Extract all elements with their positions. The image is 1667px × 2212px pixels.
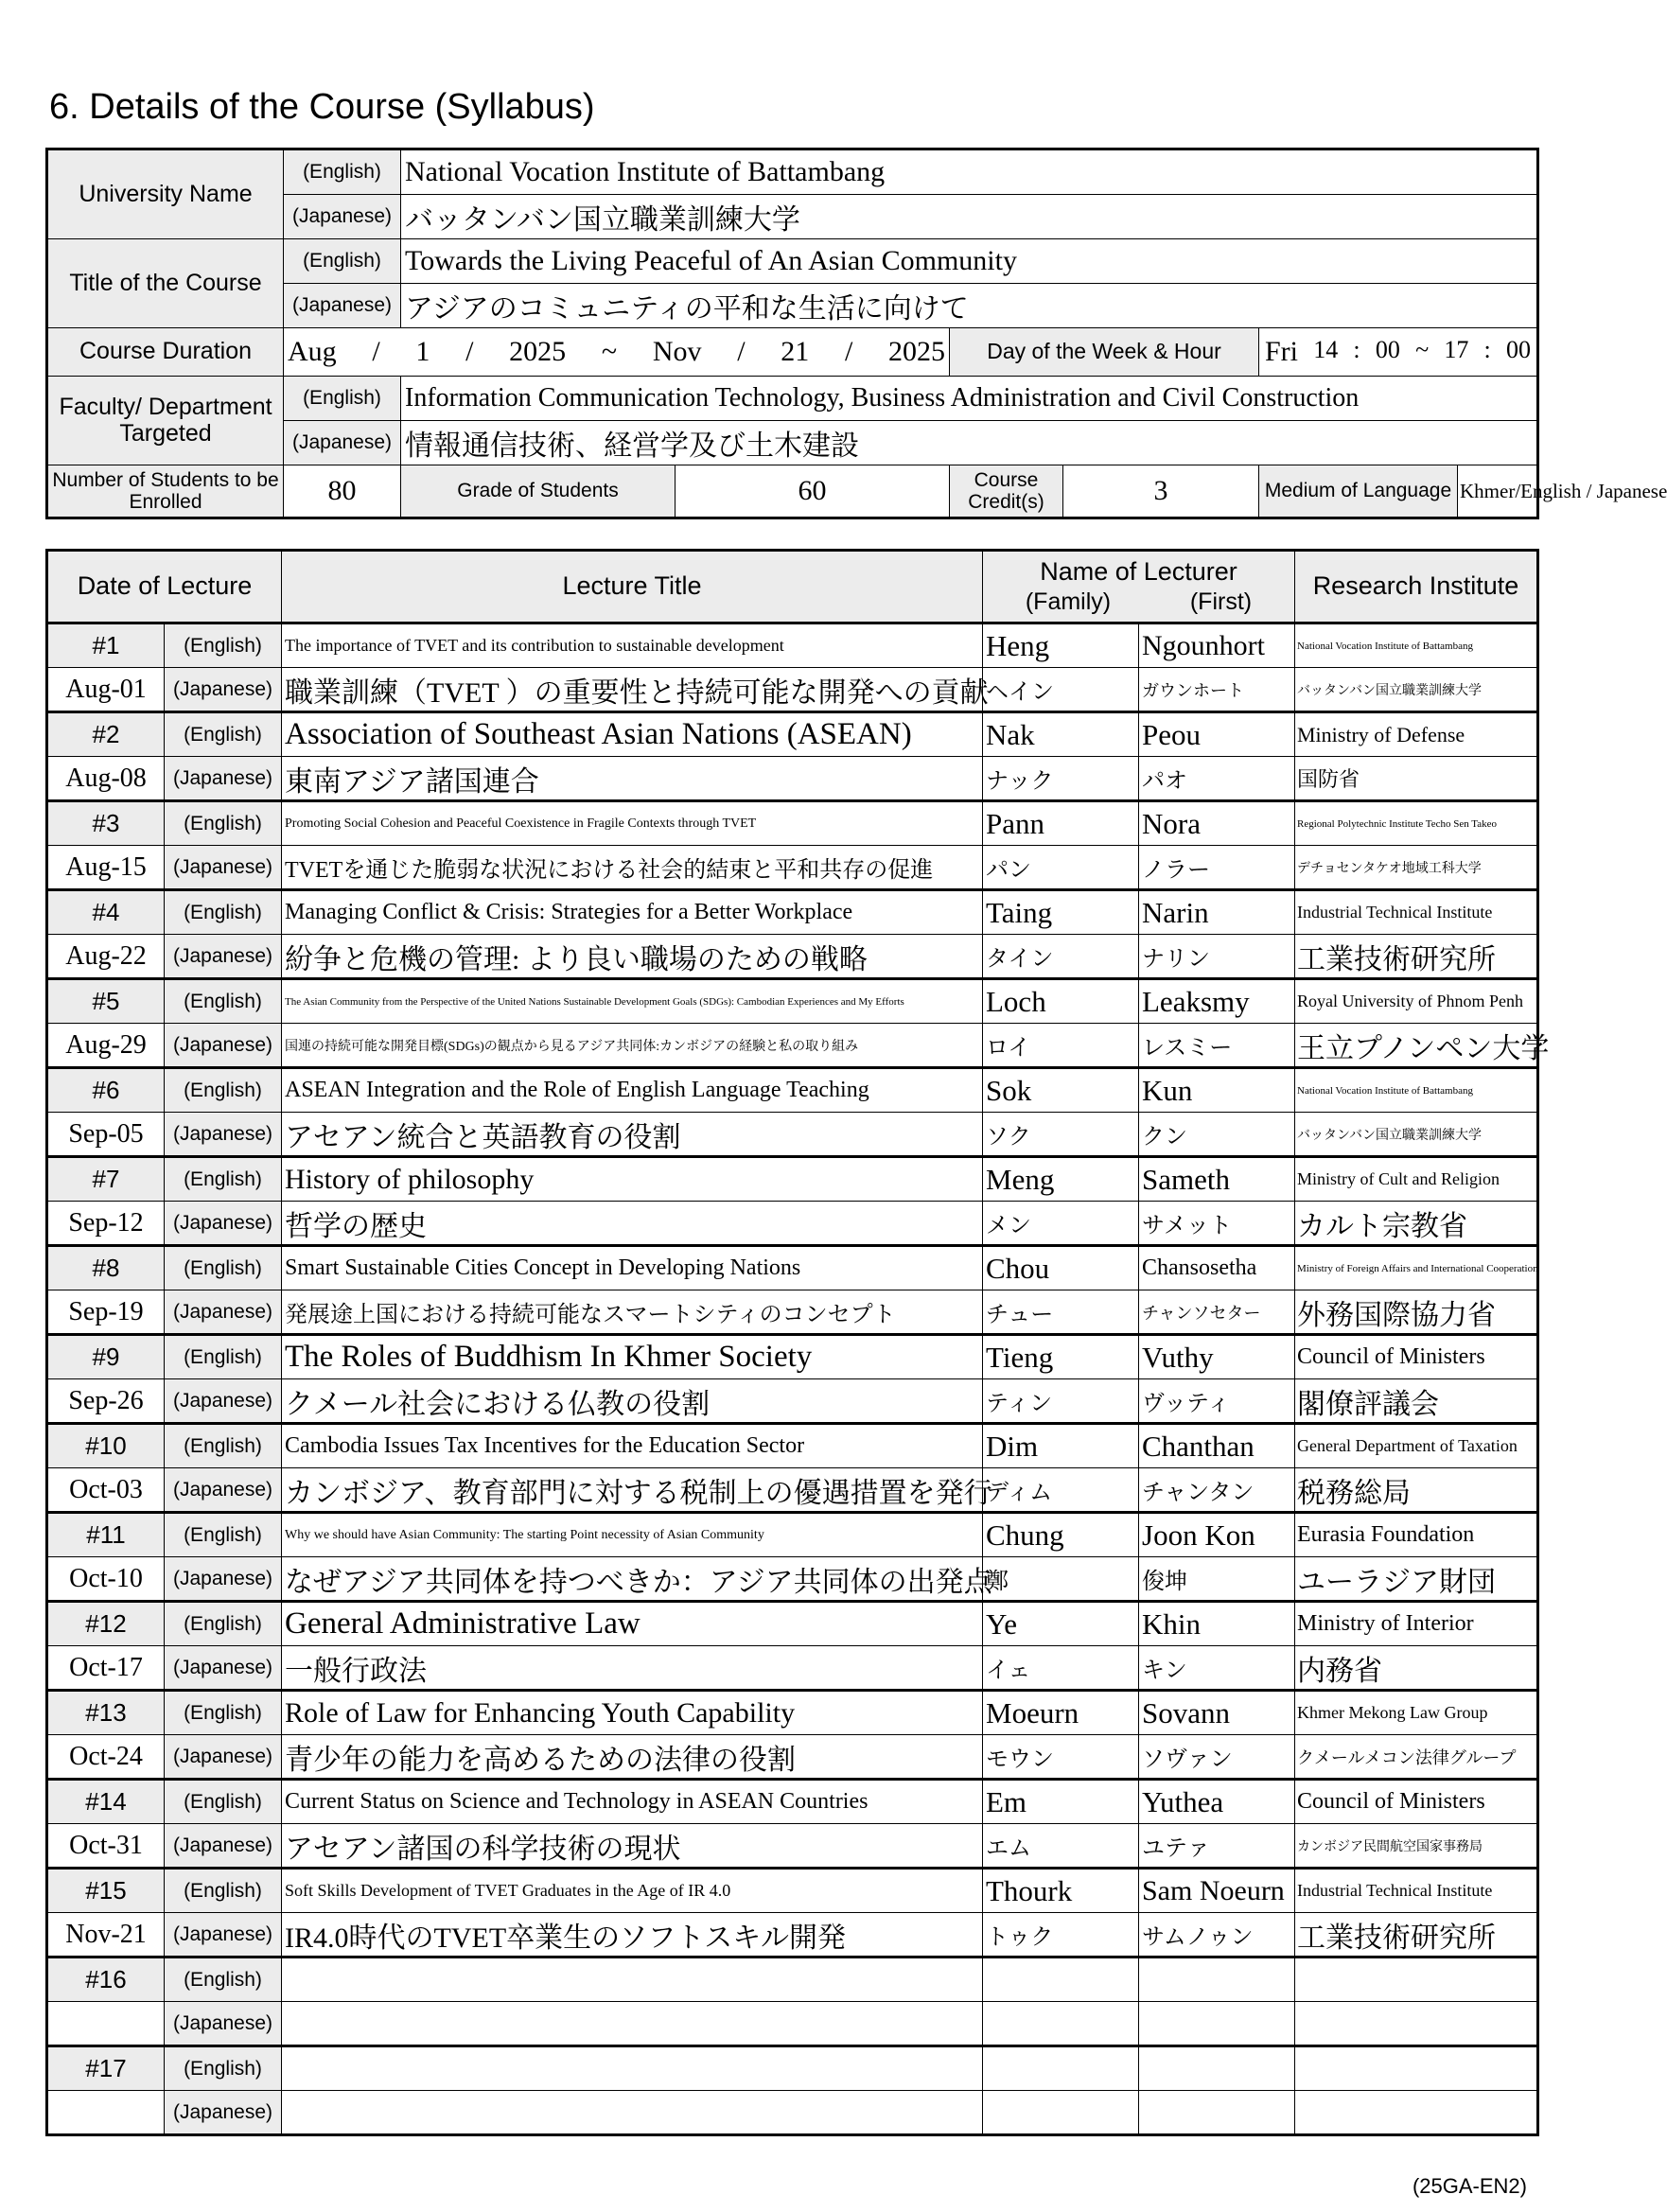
start-day: 1 [415, 336, 430, 367]
lecture-row-japanese [47, 1913, 1538, 1957]
lecturer-first-ja: ガウンホート [1139, 668, 1295, 712]
lecture-title-en: The Roles of Buddhism In Khmer Society [282, 1335, 983, 1379]
lecture-date: Sep-12 [47, 1202, 165, 1246]
lecturer-family-ja: ディム [983, 1468, 1139, 1513]
lecture-number: #13 [47, 1691, 165, 1735]
research-institute-en: National Vocation Institute of Battambang [1295, 1068, 1538, 1113]
university-name-en: National Vocation Institute of Battambang [401, 149, 1538, 195]
lecturer-family-en: Thourk [983, 1869, 1139, 1913]
research-institute-ja: ユーラジア財団 [1295, 1557, 1538, 1602]
english-label: (English) [165, 801, 282, 846]
lecture-title-en: Promoting Social Cohesion and Peaceful Coexistence in Fragile Contexts through TVET [282, 801, 983, 846]
lecturer-family-ja: モウン [983, 1735, 1139, 1780]
faculty-en: Information Communication Technology, Business Administration and Civil Construction [401, 377, 1538, 421]
family-name-header: (Family) [1025, 588, 1112, 616]
lecturer-family-ja: パン [983, 846, 1139, 890]
lecture-title-en: Role of Law for Enhancing Youth Capability [282, 1691, 983, 1735]
lecture-number: #8 [47, 1246, 165, 1290]
faculty-label: Faculty/ Department Targeted [47, 377, 284, 465]
grade-label: Grade of Students [401, 465, 676, 518]
research-institute-en: Royal University of Phnom Penh [1295, 979, 1538, 1024]
lecture-row-japanese [47, 1468, 1538, 1513]
lecturer-family-en: Heng [983, 623, 1139, 668]
english-label: (English) [165, 1602, 282, 1646]
lecture-row-japanese [47, 2091, 1538, 2135]
research-institute-ja [1295, 2091, 1538, 2135]
lecture-row-japanese [47, 1113, 1538, 1157]
lecture-number: #5 [47, 979, 165, 1024]
english-label: (English) [165, 623, 282, 668]
end-month: Nov [652, 336, 702, 367]
lecture-date [47, 2091, 165, 2135]
japanese-label: (Japanese) [165, 846, 282, 890]
course-title-ja: アジアのコミュニティの平和な生活に向けて [401, 284, 1538, 328]
lecture-row-japanese [47, 1202, 1538, 1246]
research-institute-en: General Department of Taxation [1295, 1424, 1538, 1468]
english-label: (English) [165, 1335, 282, 1379]
research-institute-en: Industrial Technical Institute [1295, 890, 1538, 935]
lecture-row-english [47, 1869, 1538, 1913]
lecture-number: #15 [47, 1869, 165, 1913]
lecturer-first-ja [1139, 2091, 1295, 2135]
lecturer-family-ja: ナック [983, 757, 1139, 801]
japanese-label: (Japanese) [165, 2002, 282, 2046]
research-institute-ja: 閣僚評議会 [1295, 1379, 1538, 1424]
lecture-row-english [47, 890, 1538, 935]
lecturer-family-ja: タイン [983, 935, 1139, 979]
lecture-row-english [47, 1335, 1538, 1379]
lecture-row-japanese [47, 2002, 1538, 2046]
english-label: (English) [165, 1513, 282, 1557]
range-tilde: ~ [601, 336, 618, 367]
lecture-date: Aug-08 [47, 757, 165, 801]
lecturer-family-en: Dim [983, 1424, 1139, 1468]
english-label: (English) [165, 1246, 282, 1290]
time-tilde: ~ [1415, 336, 1430, 363]
research-institute-ja: 税務総局 [1295, 1468, 1538, 1513]
english-label: (English) [165, 1691, 282, 1735]
first-name-header: (First) [1189, 588, 1253, 616]
english-label: (English) [165, 979, 282, 1024]
lecturer-first-en: Sam Noeurn [1139, 1869, 1295, 1913]
credits-value: 3 [1063, 465, 1259, 518]
lecture-row-japanese [47, 1557, 1538, 1602]
lecture-number: #3 [47, 801, 165, 846]
lecture-date: Aug-29 [47, 1024, 165, 1068]
lecture-title-ja: 紛争と危機の管理: より良い職場のための戦略 [282, 935, 983, 979]
lecture-date: Oct-31 [47, 1824, 165, 1869]
japanese-label: (Japanese) [165, 1824, 282, 1869]
medium-label: Medium of Language [1259, 465, 1458, 518]
lecture-row-english [47, 1602, 1538, 1646]
lecturer-family-ja [983, 2091, 1139, 2135]
lecturer-name-header [983, 551, 1295, 623]
lecture-date: Sep-26 [47, 1379, 165, 1424]
footer-code: (25GA-EN2) [1412, 2174, 1527, 2198]
japanese-label: (Japanese) [165, 935, 282, 979]
lecturer-first-en: Yuthea [1139, 1780, 1295, 1824]
research-institute-en: Ministry of Interior [1295, 1602, 1538, 1646]
lecturer-first-en: Ngounhort [1139, 623, 1295, 668]
japanese-label: (Japanese) [284, 284, 401, 328]
japanese-label: (Japanese) [284, 195, 401, 239]
date-separator: / [737, 336, 746, 367]
medium-value: Khmer/English / Japanese [1458, 465, 1538, 518]
research-institute-ja: 外務国際協力省 [1295, 1290, 1538, 1335]
lecturer-family-en: Em [983, 1780, 1139, 1824]
japanese-label: (Japanese) [165, 1024, 282, 1068]
lecturer-family-ja: エム [983, 1824, 1139, 1869]
lecturer-family-ja [983, 2002, 1139, 2046]
lecturer-first-ja: 俊坤 [1139, 1557, 1295, 1602]
start-month: Aug [288, 336, 337, 367]
research-institute-ja: 国防省 [1295, 757, 1538, 801]
lecturer-first-ja: キン [1139, 1646, 1295, 1691]
lecturer-first-en: Sovann [1139, 1691, 1295, 1735]
lecture-title-ja: カンボジア、教育部門に対する税制上の優遇措置を発行 [282, 1468, 983, 1513]
lecture-row-japanese [47, 757, 1538, 801]
lecturer-first-en: Nora [1139, 801, 1295, 846]
lecture-number: #1 [47, 623, 165, 668]
lecturer-first-ja: ナリン [1139, 935, 1295, 979]
japanese-label: (Japanese) [165, 2091, 282, 2135]
japanese-label: (Japanese) [165, 757, 282, 801]
lecturer-family-ja: 鄭 [983, 1557, 1139, 1602]
lecturer-family-en: Meng [983, 1157, 1139, 1202]
page-title: 6. Details of the Course (Syllabus) [49, 87, 595, 127]
japanese-label: (Japanese) [165, 1646, 282, 1691]
university-name-ja: バッタンバン国立職業訓練大学 [401, 195, 1538, 239]
end-hour: 17 [1444, 336, 1469, 363]
lecture-row-english [47, 1068, 1538, 1113]
research-institute-ja: バッタンバン国立職業訓練大学 [1295, 668, 1538, 712]
japanese-label: (Japanese) [165, 1113, 282, 1157]
grade-value: 60 [676, 465, 950, 518]
schedule-day: Fri [1265, 336, 1299, 367]
lecture-title-en: Soft Skills Development of TVET Graduates in the Age of IR 4.0 [282, 1869, 983, 1913]
research-institute-en: Council of Ministers [1295, 1335, 1538, 1379]
num-students-label: Number of Students to be Enrolled [47, 465, 284, 518]
lecture-date: Oct-10 [47, 1557, 165, 1602]
lecture-table [45, 549, 1550, 2136]
lecture-title-ja: 東南アジア諸国連合 [282, 757, 983, 801]
lecturer-family-en [983, 2046, 1139, 2091]
lecturer-first-en: Khin [1139, 1602, 1295, 1646]
lecturer-first-ja: ノラー [1139, 846, 1295, 890]
lecturer-first-en [1139, 2046, 1295, 2091]
lecture-row-english [47, 712, 1538, 757]
lecture-title-ja: 国連の持続可能な開発目標(SDGs)の観点から見るアジア共同体:カンボジアの経験と私の取り組み [282, 1024, 983, 1068]
lecture-row-japanese [47, 1024, 1538, 1068]
lecture-row-japanese [47, 1646, 1538, 1691]
lecturer-first-ja: チャンソセター [1139, 1290, 1295, 1335]
lecture-number: #17 [47, 2046, 165, 2091]
lecturer-family-en: Loch [983, 979, 1139, 1024]
lecturer-first-en: Joon Kon [1139, 1513, 1295, 1557]
lecture-row-english [47, 623, 1538, 668]
date-separator: / [372, 336, 380, 367]
lecturer-first-ja: ユテァ [1139, 1824, 1295, 1869]
research-institute-en: Khmer Mekong Law Group [1295, 1691, 1538, 1735]
lecture-date: Oct-24 [47, 1735, 165, 1780]
lecture-number: #6 [47, 1068, 165, 1113]
research-institute-header: Research Institute [1295, 551, 1538, 623]
lecturer-family-ja: メン [983, 1202, 1139, 1246]
lecture-number: #11 [47, 1513, 165, 1557]
lecture-title-ja [282, 2002, 983, 2046]
lecture-number: #14 [47, 1780, 165, 1824]
english-label: (English) [165, 1068, 282, 1113]
lecture-title-en: Smart Sustainable Cities Concept in Developing Nations [282, 1246, 983, 1290]
faculty-ja: 情報通信技術、経営学及び土木建設 [401, 421, 1538, 465]
lecture-row-english [47, 1424, 1538, 1468]
lecture-title-en: Why we should have Asian Community: The starting Point necessity of Asian Community [282, 1513, 983, 1557]
lecture-date: Aug-22 [47, 935, 165, 979]
lecture-number: #16 [47, 1957, 165, 2002]
course-title-en: Towards the Living Peaceful of An Asian Community [401, 239, 1538, 284]
lecture-number: #9 [47, 1335, 165, 1379]
date-separator: / [465, 336, 474, 367]
lecturer-first-ja: サムノゥン [1139, 1913, 1295, 1957]
lecturer-first-en [1139, 1957, 1295, 2002]
lecture-title-en: Association of Southeast Asian Nations (ASEAN) [282, 712, 983, 757]
lecture-title-ja: 職業訓練（TVET ）の重要性と持続可能な開発への貢献 [282, 668, 983, 712]
lecture-row-japanese [47, 668, 1538, 712]
lecturer-family-en: Nak [983, 712, 1139, 757]
lecture-title-ja: 発展途上国における持続可能なスマートシティのコンセプト [282, 1290, 983, 1335]
lecturer-family-ja: イェ [983, 1646, 1139, 1691]
course-schedule [1259, 328, 1538, 377]
lecturer-family-en: Chung [983, 1513, 1139, 1557]
lecturer-family-ja: トゥク [983, 1913, 1139, 1957]
lecture-title-ja [282, 2091, 983, 2135]
university-name-label: University Name [47, 149, 284, 239]
lecturer-family-en: Taing [983, 890, 1139, 935]
lecture-date [47, 2002, 165, 2046]
english-label: (English) [165, 712, 282, 757]
research-institute-ja: カルト宗教省 [1295, 1202, 1538, 1246]
lecturer-family-en: Moeurn [983, 1691, 1139, 1735]
lecture-row-japanese [47, 846, 1538, 890]
lecture-title-en: Managing Conflict & Crisis: Strategies for a Better Workplace [282, 890, 983, 935]
lecture-row-english [47, 2046, 1538, 2091]
lecture-number: #2 [47, 712, 165, 757]
research-institute-en: Regional Polytechnic Institute Techo Sen Takeo [1295, 801, 1538, 846]
lecturer-first-en: Chansosetha [1139, 1246, 1295, 1290]
course-info-table [45, 148, 1667, 519]
research-institute-en [1295, 2046, 1538, 2091]
research-institute-ja: 工業技術研究所 [1295, 1913, 1538, 1957]
research-institute-ja: バッタンバン国立職業訓練大学 [1295, 1113, 1538, 1157]
japanese-label: (Japanese) [165, 1557, 282, 1602]
english-label: (English) [284, 149, 401, 195]
date-of-lecture-header: Date of Lecture [47, 551, 282, 623]
english-label: (English) [165, 1957, 282, 2002]
lecture-row-english [47, 801, 1538, 846]
research-institute-ja: デチョセンタケオ地域工科大学 [1295, 846, 1538, 890]
lecture-title-ja: 一般行政法 [282, 1646, 983, 1691]
research-institute-ja: 王立プノンペン大学 [1295, 1024, 1538, 1068]
english-label: (English) [165, 1157, 282, 1202]
japanese-label: (Japanese) [165, 1913, 282, 1957]
lecture-row-english [47, 1780, 1538, 1824]
lecture-row-english [47, 1513, 1538, 1557]
japanese-label: (Japanese) [165, 668, 282, 712]
lecture-row-japanese [47, 1735, 1538, 1780]
time-colon: : [1483, 336, 1491, 363]
lecture-title-en [282, 2046, 983, 2091]
lecturer-first-ja: レスミー [1139, 1024, 1295, 1068]
research-institute-en: Ministry of Cult and Religion [1295, 1157, 1538, 1202]
lecturer-first-ja: ソヴァン [1139, 1735, 1295, 1780]
lecturer-family-ja: ティン [983, 1379, 1139, 1424]
lecture-row-japanese [47, 1290, 1538, 1335]
research-institute-ja: 内務省 [1295, 1646, 1538, 1691]
lecturer-family-en: Pann [983, 801, 1139, 846]
lecturer-first-en: Sameth [1139, 1157, 1295, 1202]
credits-label: Course Credit(s) [950, 465, 1063, 518]
lecturer-first-en: Narin [1139, 890, 1295, 935]
research-institute-ja: 工業技術研究所 [1295, 935, 1538, 979]
research-institute-ja: カンボジア民間航空国家事務局 [1295, 1824, 1538, 1869]
japanese-label: (Japanese) [165, 1735, 282, 1780]
day-of-week-label: Day of the Week & Hour [950, 328, 1259, 377]
lecture-title-en: Current Status on Science and Technology in ASEAN Countries [282, 1780, 983, 1824]
lecture-number: #4 [47, 890, 165, 935]
research-institute-en: Eurasia Foundation [1295, 1513, 1538, 1557]
english-label: (English) [284, 377, 401, 421]
lecture-date: Oct-17 [47, 1646, 165, 1691]
end-minute: 00 [1505, 336, 1531, 363]
lecture-title-ja: 哲学の歴史 [282, 1202, 983, 1246]
lecture-row-english [47, 979, 1538, 1024]
research-institute-ja: クメールメコン法律グループ [1295, 1735, 1538, 1780]
course-duration-label: Course Duration [47, 328, 284, 377]
japanese-label: (Japanese) [165, 1202, 282, 1246]
research-institute-en [1295, 1957, 1538, 2002]
lecturer-first-ja: チャンタン [1139, 1468, 1295, 1513]
japanese-label: (Japanese) [165, 1290, 282, 1335]
lecture-number: #12 [47, 1602, 165, 1646]
lecturer-family-en [983, 1957, 1139, 2002]
english-label: (English) [165, 1869, 282, 1913]
lecturer-first-ja [1139, 2002, 1295, 2046]
lecture-title-en: General Administrative Law [282, 1602, 983, 1646]
lecture-title-ja: 青少年の能力を高めるための法律の役割 [282, 1735, 983, 1780]
lecture-date: Aug-15 [47, 846, 165, 890]
lecture-number: #10 [47, 1424, 165, 1468]
research-institute-en: Ministry of Defense [1295, 712, 1538, 757]
lecture-row-english [47, 1157, 1538, 1202]
start-minute: 00 [1375, 336, 1400, 363]
english-label: (English) [165, 890, 282, 935]
lecturer-family-ja: ロイ [983, 1024, 1139, 1068]
lecturer-first-en: Chanthan [1139, 1424, 1295, 1468]
research-institute-en: National Vocation Institute of Battambang [1295, 623, 1538, 668]
lecture-title-en [282, 1957, 983, 2002]
lecture-number: #7 [47, 1157, 165, 1202]
lecturer-family-en: Tieng [983, 1335, 1139, 1379]
lecturer-family-en: Sok [983, 1068, 1139, 1113]
english-label: (English) [165, 1780, 282, 1824]
lecture-title-ja: IR4.0時代のTVET卒業生のソフトスキル開発 [282, 1913, 983, 1957]
research-institute-en: Council of Ministers [1295, 1780, 1538, 1824]
lecture-date: Sep-05 [47, 1113, 165, 1157]
course-title-label: Title of the Course [47, 239, 284, 328]
english-label: (English) [284, 239, 401, 284]
lecture-title-en: History of philosophy [282, 1157, 983, 1202]
lecture-title-ja: アセアン諸国の科学技術の現状 [282, 1824, 983, 1869]
lecturer-family-ja: チュー [983, 1290, 1139, 1335]
lecturer-name-title: Name of Lecturer [1040, 556, 1237, 586]
lecture-date: Aug-01 [47, 668, 165, 712]
lecturer-first-en: Peou [1139, 712, 1295, 757]
lecture-title-en: ASEAN Integration and the Role of English Language Teaching [282, 1068, 983, 1113]
lecture-row-english [47, 1957, 1538, 2002]
end-year: 2025 [887, 336, 945, 367]
lecturer-first-ja: パオ [1139, 757, 1295, 801]
lecture-title-ja: TVETを通じた脆弱な状況における社会的結束と平和共存の促進 [282, 846, 983, 890]
date-separator: / [844, 336, 853, 367]
lecture-row-japanese [47, 1379, 1538, 1424]
lecture-title-ja: アセアン統合と英語教育の役割 [282, 1113, 983, 1157]
start-year: 2025 [509, 336, 567, 367]
num-students-value: 80 [284, 465, 401, 518]
lecturer-first-ja: クン [1139, 1113, 1295, 1157]
lecture-title-ja: クメール社会における仏教の役割 [282, 1379, 983, 1424]
english-label: (English) [165, 2046, 282, 2091]
english-label: (English) [165, 1424, 282, 1468]
lecture-title-header: Lecture Title [282, 551, 983, 623]
lecture-row-japanese [47, 1824, 1538, 1869]
time-colon: : [1353, 336, 1360, 363]
course-duration [284, 328, 950, 377]
start-hour: 14 [1313, 336, 1339, 363]
lecturer-first-en: Vuthy [1139, 1335, 1295, 1379]
research-institute-en: Ministry of Foreign Affairs and International Cooperation [1295, 1246, 1538, 1290]
japanese-label: (Japanese) [165, 1379, 282, 1424]
lecturer-first-en: Kun [1139, 1068, 1295, 1113]
lecturer-family-ja: ソク [983, 1113, 1139, 1157]
lecture-title-ja: なぜアジア共同体を持つべきか：アジア共同体の出発点 [282, 1557, 983, 1602]
lecturer-first-ja: ヴッティ [1139, 1379, 1295, 1424]
lecturer-family-en: Ye [983, 1602, 1139, 1646]
lecture-title-en: The Asian Community from the Perspective of the United Nations Sustainable Development Goals (SDGs): Cambodian Experiences and My Efforts [282, 979, 983, 1024]
lecture-date: Nov-21 [47, 1913, 165, 1957]
lecture-title-en: Cambodia Issues Tax Incentives for the Education Sector [282, 1424, 983, 1468]
research-institute-ja [1295, 2002, 1538, 2046]
research-institute-en: Industrial Technical Institute [1295, 1869, 1538, 1913]
japanese-label: (Japanese) [165, 1468, 282, 1513]
lecturer-first-ja: サメット [1139, 1202, 1295, 1246]
japanese-label: (Japanese) [284, 421, 401, 465]
lecture-row-japanese [47, 935, 1538, 979]
lecturer-family-en: Chou [983, 1246, 1139, 1290]
lecture-date: Sep-19 [47, 1290, 165, 1335]
lecture-title-en: The importance of TVET and its contribution to sustainable development [282, 623, 983, 668]
lecturer-first-en: Leaksmy [1139, 979, 1295, 1024]
lecturer-family-ja: ヘイン [983, 668, 1139, 712]
lecture-row-english [47, 1246, 1538, 1290]
end-day: 21 [781, 336, 810, 367]
lecture-row-english [47, 1691, 1538, 1735]
lecture-date: Oct-03 [47, 1468, 165, 1513]
